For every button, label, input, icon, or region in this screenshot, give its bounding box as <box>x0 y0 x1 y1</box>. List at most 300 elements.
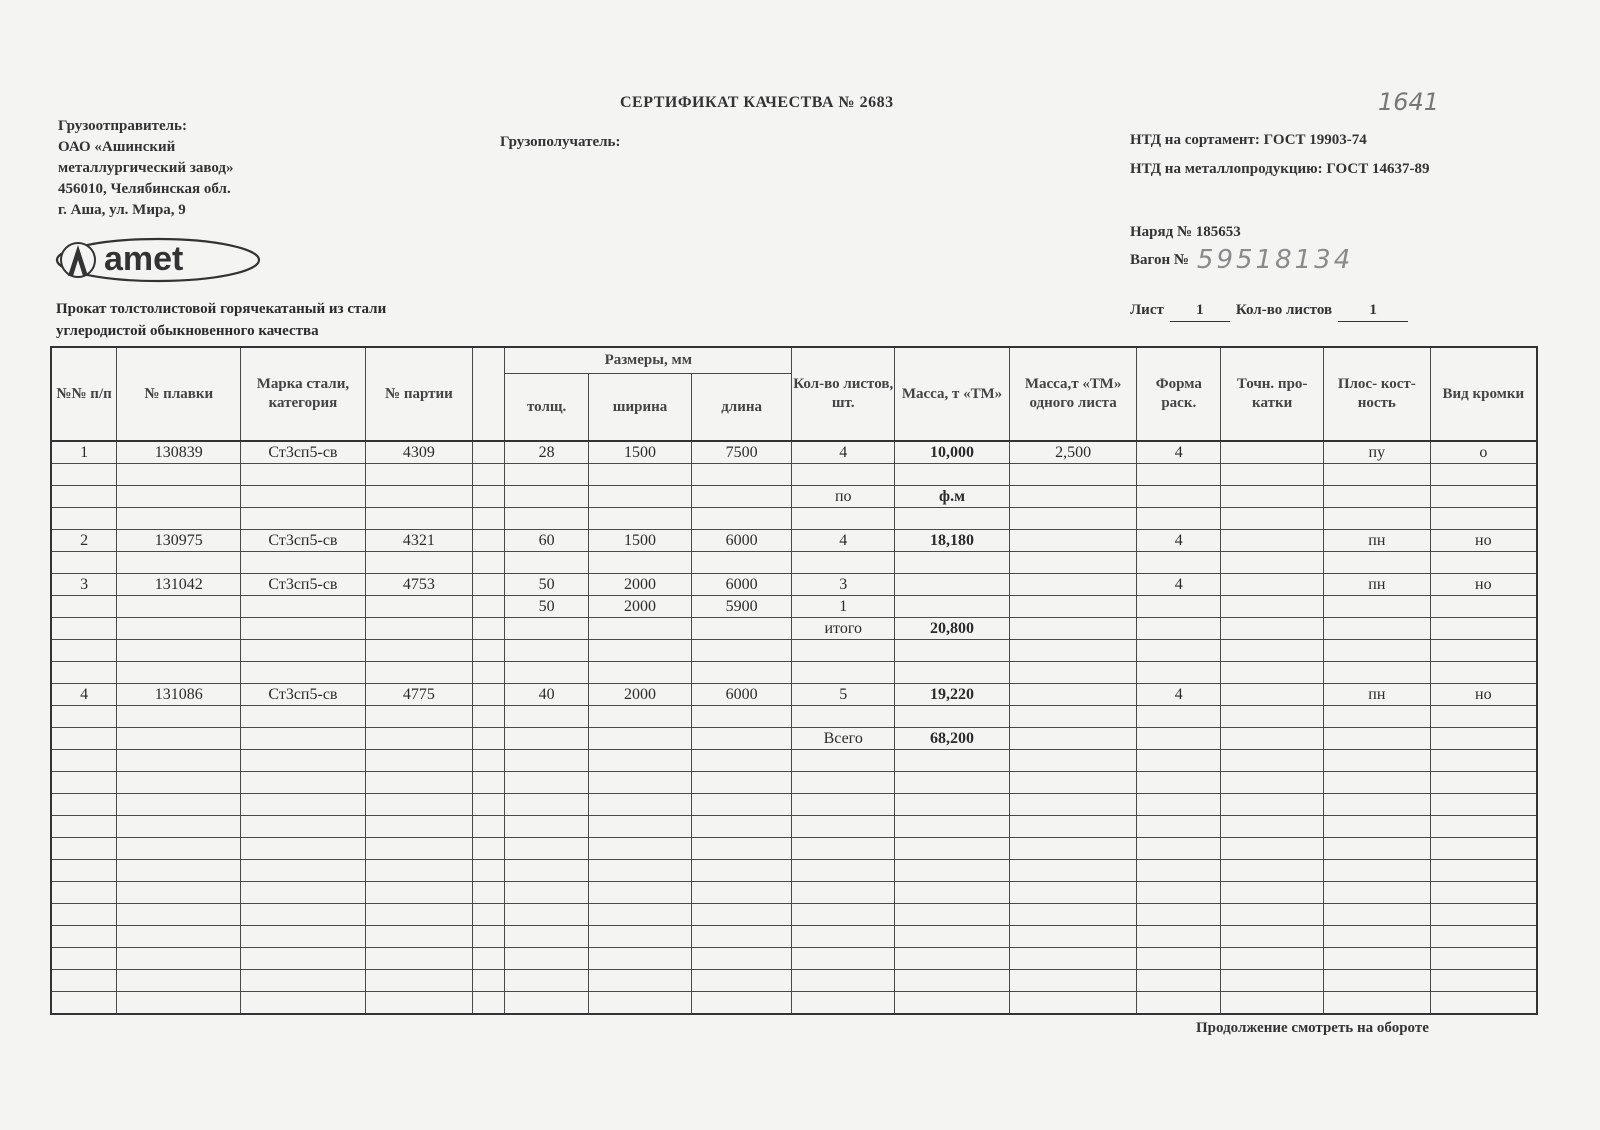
cell-empty <box>792 926 895 948</box>
sheet-info <box>1130 300 1408 322</box>
cell-mass-one <box>1009 728 1136 750</box>
cell-empty <box>691 926 792 948</box>
cell-empty <box>1430 992 1537 1015</box>
cell-empty <box>1009 750 1136 772</box>
cell-empty <box>691 970 792 992</box>
cell-cut <box>1137 618 1221 640</box>
cell-empty <box>1430 904 1537 926</box>
cell-empty <box>691 904 792 926</box>
cell-heat <box>117 596 241 618</box>
cell-accuracy <box>1221 530 1324 552</box>
header-accuracy: Точн. про- катки <box>1221 347 1324 441</box>
cell-empty <box>51 860 117 882</box>
cell-length: 6000 <box>691 684 792 706</box>
cell-empty <box>1009 882 1136 904</box>
cell-empty <box>895 750 1010 772</box>
cell-cut <box>1137 552 1221 574</box>
cell-empty <box>1221 926 1324 948</box>
cell-empty <box>691 750 792 772</box>
cell-empty <box>1009 838 1136 860</box>
header-grade: Марка стали, категория <box>241 347 365 441</box>
wagon-row <box>1130 245 1354 275</box>
cell-empty <box>691 860 792 882</box>
cell-empty <box>365 970 473 992</box>
cell-empty <box>1009 926 1136 948</box>
cell-width <box>589 640 692 662</box>
footer-note: Продолжение смотреть на обороте <box>1196 1020 1429 1036</box>
cell-empty <box>241 948 365 970</box>
cell-empty <box>505 794 589 816</box>
cell-empty <box>589 948 692 970</box>
cell-num: 3 <box>51 574 117 596</box>
cell-thickness: 40 <box>505 684 589 706</box>
cell-empty <box>1009 970 1136 992</box>
cell-qty: 4 <box>792 530 895 552</box>
table-row-empty <box>51 750 1537 772</box>
cell-empty <box>1137 970 1221 992</box>
cell-empty <box>691 882 792 904</box>
header-batch: № партии <box>365 347 473 441</box>
cell-mass <box>895 552 1010 574</box>
table-row-empty <box>51 838 1537 860</box>
order-number: Наряд № 185653 <box>1130 224 1241 240</box>
header-num: №№ п/п <box>51 347 117 441</box>
cell-flatness <box>1323 486 1430 508</box>
header-mass-one: Масса,т «ТМ» одного листа <box>1009 347 1136 441</box>
cell-accuracy <box>1221 684 1324 706</box>
cell-empty <box>792 750 895 772</box>
cell-edge <box>1430 486 1537 508</box>
cell-qty <box>792 640 895 662</box>
cell-flatness <box>1323 464 1430 486</box>
cell-empty <box>1009 860 1136 882</box>
cell-length <box>691 508 792 530</box>
cell-blank <box>473 574 505 596</box>
cell-empty <box>1009 904 1136 926</box>
product-line: углеродистой обыкновенного качества <box>56 323 319 339</box>
cell-edge <box>1430 596 1537 618</box>
table-row <box>51 530 1537 552</box>
cell-flatness <box>1323 508 1430 530</box>
ntd-product: НТД на металлопродукцию: ГОСТ 14637-89 <box>1130 161 1430 177</box>
cell-mass-one <box>1009 618 1136 640</box>
cell-qty: 1 <box>792 596 895 618</box>
cell-empty <box>1137 904 1221 926</box>
cell-empty <box>1323 750 1430 772</box>
cell-batch <box>365 728 473 750</box>
cell-width: 2000 <box>589 596 692 618</box>
cell-length: 5900 <box>691 596 792 618</box>
cell-qty <box>792 706 895 728</box>
cell-accuracy <box>1221 464 1324 486</box>
cell-empty <box>1430 816 1537 838</box>
cell-mass: 68,200 <box>895 728 1010 750</box>
cell-empty <box>51 882 117 904</box>
cell-qty: по <box>792 486 895 508</box>
cell-empty <box>473 948 505 970</box>
cell-empty <box>589 926 692 948</box>
cell-mass-one <box>1009 574 1136 596</box>
cell-cut <box>1137 464 1221 486</box>
cell-empty <box>1323 794 1430 816</box>
cell-empty <box>241 882 365 904</box>
cell-heat <box>117 486 241 508</box>
cell-edge <box>1430 464 1537 486</box>
cell-qty <box>792 464 895 486</box>
cell-empty <box>51 948 117 970</box>
certificate-title: СЕРТИФИКАТ КАЧЕСТВА № 2683 <box>620 94 894 111</box>
cell-empty <box>1323 992 1430 1015</box>
cell-empty <box>473 926 505 948</box>
cell-empty <box>589 772 692 794</box>
cell-empty <box>1137 816 1221 838</box>
cell-batch <box>365 464 473 486</box>
cell-empty <box>792 860 895 882</box>
table-row <box>51 618 1537 640</box>
cell-accuracy <box>1221 486 1324 508</box>
cell-empty <box>505 992 589 1015</box>
cell-empty <box>365 926 473 948</box>
cell-empty <box>1430 794 1537 816</box>
cell-edge <box>1430 552 1537 574</box>
cell-accuracy <box>1221 508 1324 530</box>
cell-grade <box>241 508 365 530</box>
cell-cut: 4 <box>1137 530 1221 552</box>
cell-flatness: пн <box>1323 684 1430 706</box>
cell-empty <box>365 882 473 904</box>
cell-empty <box>241 904 365 926</box>
cell-empty <box>473 992 505 1015</box>
cell-empty <box>895 992 1010 1015</box>
cell-edge <box>1430 618 1537 640</box>
cell-grade <box>241 728 365 750</box>
cell-width <box>589 508 692 530</box>
cell-blank <box>473 684 505 706</box>
cell-qty <box>792 508 895 530</box>
table-row-empty <box>51 948 1537 970</box>
cell-empty <box>51 970 117 992</box>
cell-heat: 131086 <box>117 684 241 706</box>
cell-empty <box>1137 794 1221 816</box>
cell-cut <box>1137 596 1221 618</box>
cell-edge: но <box>1430 530 1537 552</box>
table-row <box>51 508 1537 530</box>
header-mass: Масса, т «ТМ» <box>895 347 1010 441</box>
cell-qty: 3 <box>792 574 895 596</box>
cell-empty <box>241 970 365 992</box>
cell-num: 1 <box>51 441 117 464</box>
table-row <box>51 684 1537 706</box>
cell-empty <box>1009 816 1136 838</box>
cell-accuracy <box>1221 596 1324 618</box>
cell-mass-one <box>1009 508 1136 530</box>
cell-empty <box>1009 948 1136 970</box>
cell-empty <box>1323 904 1430 926</box>
cell-mass <box>895 574 1010 596</box>
cell-blank <box>473 596 505 618</box>
cell-width <box>589 464 692 486</box>
cell-empty <box>473 882 505 904</box>
cell-empty <box>691 838 792 860</box>
cell-thickness <box>505 662 589 684</box>
cell-cut: 4 <box>1137 441 1221 464</box>
cell-flatness <box>1323 552 1430 574</box>
cell-flatness: пу <box>1323 441 1430 464</box>
cell-width: 1500 <box>589 441 692 464</box>
cell-empty <box>51 838 117 860</box>
cell-empty <box>792 882 895 904</box>
cell-empty <box>589 970 692 992</box>
cell-blank <box>473 662 505 684</box>
cell-grade <box>241 464 365 486</box>
cell-empty <box>895 970 1010 992</box>
cell-grade: Ст3сп5-св <box>241 441 365 464</box>
cell-mass-one <box>1009 596 1136 618</box>
cell-empty <box>1323 838 1430 860</box>
cell-empty <box>1430 772 1537 794</box>
cell-length <box>691 552 792 574</box>
sender-line: металлургический завод» <box>58 160 234 176</box>
table-row <box>51 640 1537 662</box>
cell-batch: 4775 <box>365 684 473 706</box>
product-description <box>56 298 386 342</box>
cell-heat: 130975 <box>117 530 241 552</box>
cell-empty <box>895 860 1010 882</box>
cell-grade <box>241 618 365 640</box>
cell-flatness <box>1323 706 1430 728</box>
cell-heat <box>117 706 241 728</box>
cell-empty <box>1137 750 1221 772</box>
cell-empty <box>1323 948 1430 970</box>
cell-empty <box>51 904 117 926</box>
cell-length: 7500 <box>691 441 792 464</box>
cell-blank <box>473 464 505 486</box>
cell-edge <box>1430 662 1537 684</box>
cell-length: 6000 <box>691 530 792 552</box>
table-row <box>51 464 1537 486</box>
header-cut: Форма раск. <box>1137 347 1221 441</box>
cell-length <box>691 618 792 640</box>
cell-cut: 4 <box>1137 684 1221 706</box>
sheet-count-label: Кол-во листов <box>1235 302 1333 318</box>
cell-blank <box>473 640 505 662</box>
cell-num: 2 <box>51 530 117 552</box>
cell-empty <box>117 772 241 794</box>
cell-grade <box>241 640 365 662</box>
cell-length <box>691 662 792 684</box>
sender-line: г. Аша, ул. Мира, 9 <box>58 202 186 218</box>
cell-empty <box>117 838 241 860</box>
cell-empty <box>792 948 895 970</box>
cell-empty <box>792 992 895 1015</box>
table-row <box>51 728 1537 750</box>
cell-empty <box>895 926 1010 948</box>
cell-blank <box>473 486 505 508</box>
cell-empty <box>792 904 895 926</box>
cell-mass-one <box>1009 464 1136 486</box>
cell-edge <box>1430 508 1537 530</box>
cell-length <box>691 464 792 486</box>
cell-empty <box>1137 772 1221 794</box>
cell-empty <box>505 860 589 882</box>
cell-empty <box>589 816 692 838</box>
cell-empty <box>505 882 589 904</box>
cell-mass <box>895 662 1010 684</box>
table-row-empty <box>51 860 1537 882</box>
cell-empty <box>1221 750 1324 772</box>
cell-cut <box>1137 728 1221 750</box>
cell-empty <box>473 816 505 838</box>
cell-empty <box>691 794 792 816</box>
cell-empty <box>895 838 1010 860</box>
table-row <box>51 706 1537 728</box>
cell-empty <box>241 838 365 860</box>
cell-width: 2000 <box>589 684 692 706</box>
cell-num <box>51 618 117 640</box>
cell-empty <box>1221 772 1324 794</box>
cell-empty <box>895 816 1010 838</box>
cell-grade <box>241 552 365 574</box>
cell-flatness: пн <box>1323 530 1430 552</box>
cell-flatness: пн <box>1323 574 1430 596</box>
sender-label: Грузоотправитель: <box>58 118 187 134</box>
cell-empty <box>1221 816 1324 838</box>
cell-heat <box>117 662 241 684</box>
cell-flatness <box>1323 596 1430 618</box>
header-width: ширина <box>589 374 692 442</box>
cell-empty <box>1221 794 1324 816</box>
cell-empty <box>792 816 895 838</box>
cell-width <box>589 486 692 508</box>
cell-grade <box>241 596 365 618</box>
cell-mass-one <box>1009 486 1136 508</box>
cell-thickness <box>505 464 589 486</box>
cell-empty <box>589 992 692 1015</box>
cell-accuracy <box>1221 662 1324 684</box>
handwritten-number: 1641 <box>1378 88 1440 116</box>
cell-thickness <box>505 508 589 530</box>
cell-cut <box>1137 486 1221 508</box>
cell-empty <box>792 794 895 816</box>
cell-empty <box>241 926 365 948</box>
cell-empty <box>1137 948 1221 970</box>
cell-empty <box>691 992 792 1015</box>
cell-batch <box>365 662 473 684</box>
cell-empty <box>241 860 365 882</box>
cell-empty <box>117 904 241 926</box>
cell-qty: 5 <box>792 684 895 706</box>
cell-num: 4 <box>51 684 117 706</box>
cell-empty <box>473 794 505 816</box>
table-row-empty <box>51 992 1537 1015</box>
cell-empty <box>241 816 365 838</box>
table-row-empty <box>51 970 1537 992</box>
cell-cut: 4 <box>1137 574 1221 596</box>
cell-empty <box>1137 992 1221 1015</box>
cell-empty <box>1430 948 1537 970</box>
cell-empty <box>117 926 241 948</box>
product-line: Прокат толстолистовой горячекатаный из стали <box>56 301 387 317</box>
cell-empty <box>51 816 117 838</box>
sheet-value: 1 <box>1170 300 1230 322</box>
cell-mass: 20,800 <box>895 618 1010 640</box>
cell-flatness <box>1323 728 1430 750</box>
ntd-block <box>1130 130 1429 188</box>
cell-qty <box>792 662 895 684</box>
cell-empty <box>1430 926 1537 948</box>
cell-empty <box>691 816 792 838</box>
cell-thickness: 28 <box>505 441 589 464</box>
cell-length <box>691 706 792 728</box>
cell-blank <box>473 441 505 464</box>
cell-cut <box>1137 640 1221 662</box>
cell-thickness <box>505 486 589 508</box>
cell-edge <box>1430 706 1537 728</box>
sender-line: 456010, Челябинская обл. <box>58 181 231 197</box>
cell-qty <box>792 552 895 574</box>
cell-flatness <box>1323 640 1430 662</box>
cell-grade: Ст3сп5-св <box>241 530 365 552</box>
cell-empty <box>691 772 792 794</box>
cell-batch <box>365 640 473 662</box>
cell-empty <box>1009 772 1136 794</box>
cell-empty <box>895 904 1010 926</box>
cell-heat <box>117 508 241 530</box>
cell-empty <box>589 838 692 860</box>
cell-mass <box>895 464 1010 486</box>
cell-empty <box>365 992 473 1015</box>
cell-empty <box>895 948 1010 970</box>
cell-heat <box>117 728 241 750</box>
logo-text: amet <box>104 240 184 278</box>
cell-empty <box>505 838 589 860</box>
sheet-count: 1 <box>1338 300 1408 322</box>
cell-width <box>589 728 692 750</box>
cell-edge <box>1430 640 1537 662</box>
table-row <box>51 552 1537 574</box>
cell-cut <box>1137 706 1221 728</box>
cell-empty <box>505 948 589 970</box>
cell-batch: 4321 <box>365 530 473 552</box>
cell-batch: 4753 <box>365 574 473 596</box>
cell-qty: 4 <box>792 441 895 464</box>
cell-empty <box>505 970 589 992</box>
cell-heat <box>117 618 241 640</box>
cell-empty <box>792 970 895 992</box>
table-row-empty <box>51 794 1537 816</box>
cell-batch <box>365 486 473 508</box>
cell-empty <box>895 882 1010 904</box>
cell-empty <box>365 816 473 838</box>
cell-thickness: 50 <box>505 596 589 618</box>
cell-grade: Ст3сп5-св <box>241 574 365 596</box>
header-heat: № плавки <box>117 347 241 441</box>
cell-empty <box>589 750 692 772</box>
cell-empty <box>51 794 117 816</box>
cell-thickness <box>505 706 589 728</box>
cell-heat <box>117 640 241 662</box>
table-row-empty <box>51 816 1537 838</box>
cell-width <box>589 662 692 684</box>
cell-empty <box>117 794 241 816</box>
cell-empty <box>1430 970 1537 992</box>
cell-blank <box>473 552 505 574</box>
cell-empty <box>505 772 589 794</box>
cell-empty <box>1137 882 1221 904</box>
cell-empty <box>51 926 117 948</box>
cell-empty <box>1430 860 1537 882</box>
cell-heat <box>117 464 241 486</box>
